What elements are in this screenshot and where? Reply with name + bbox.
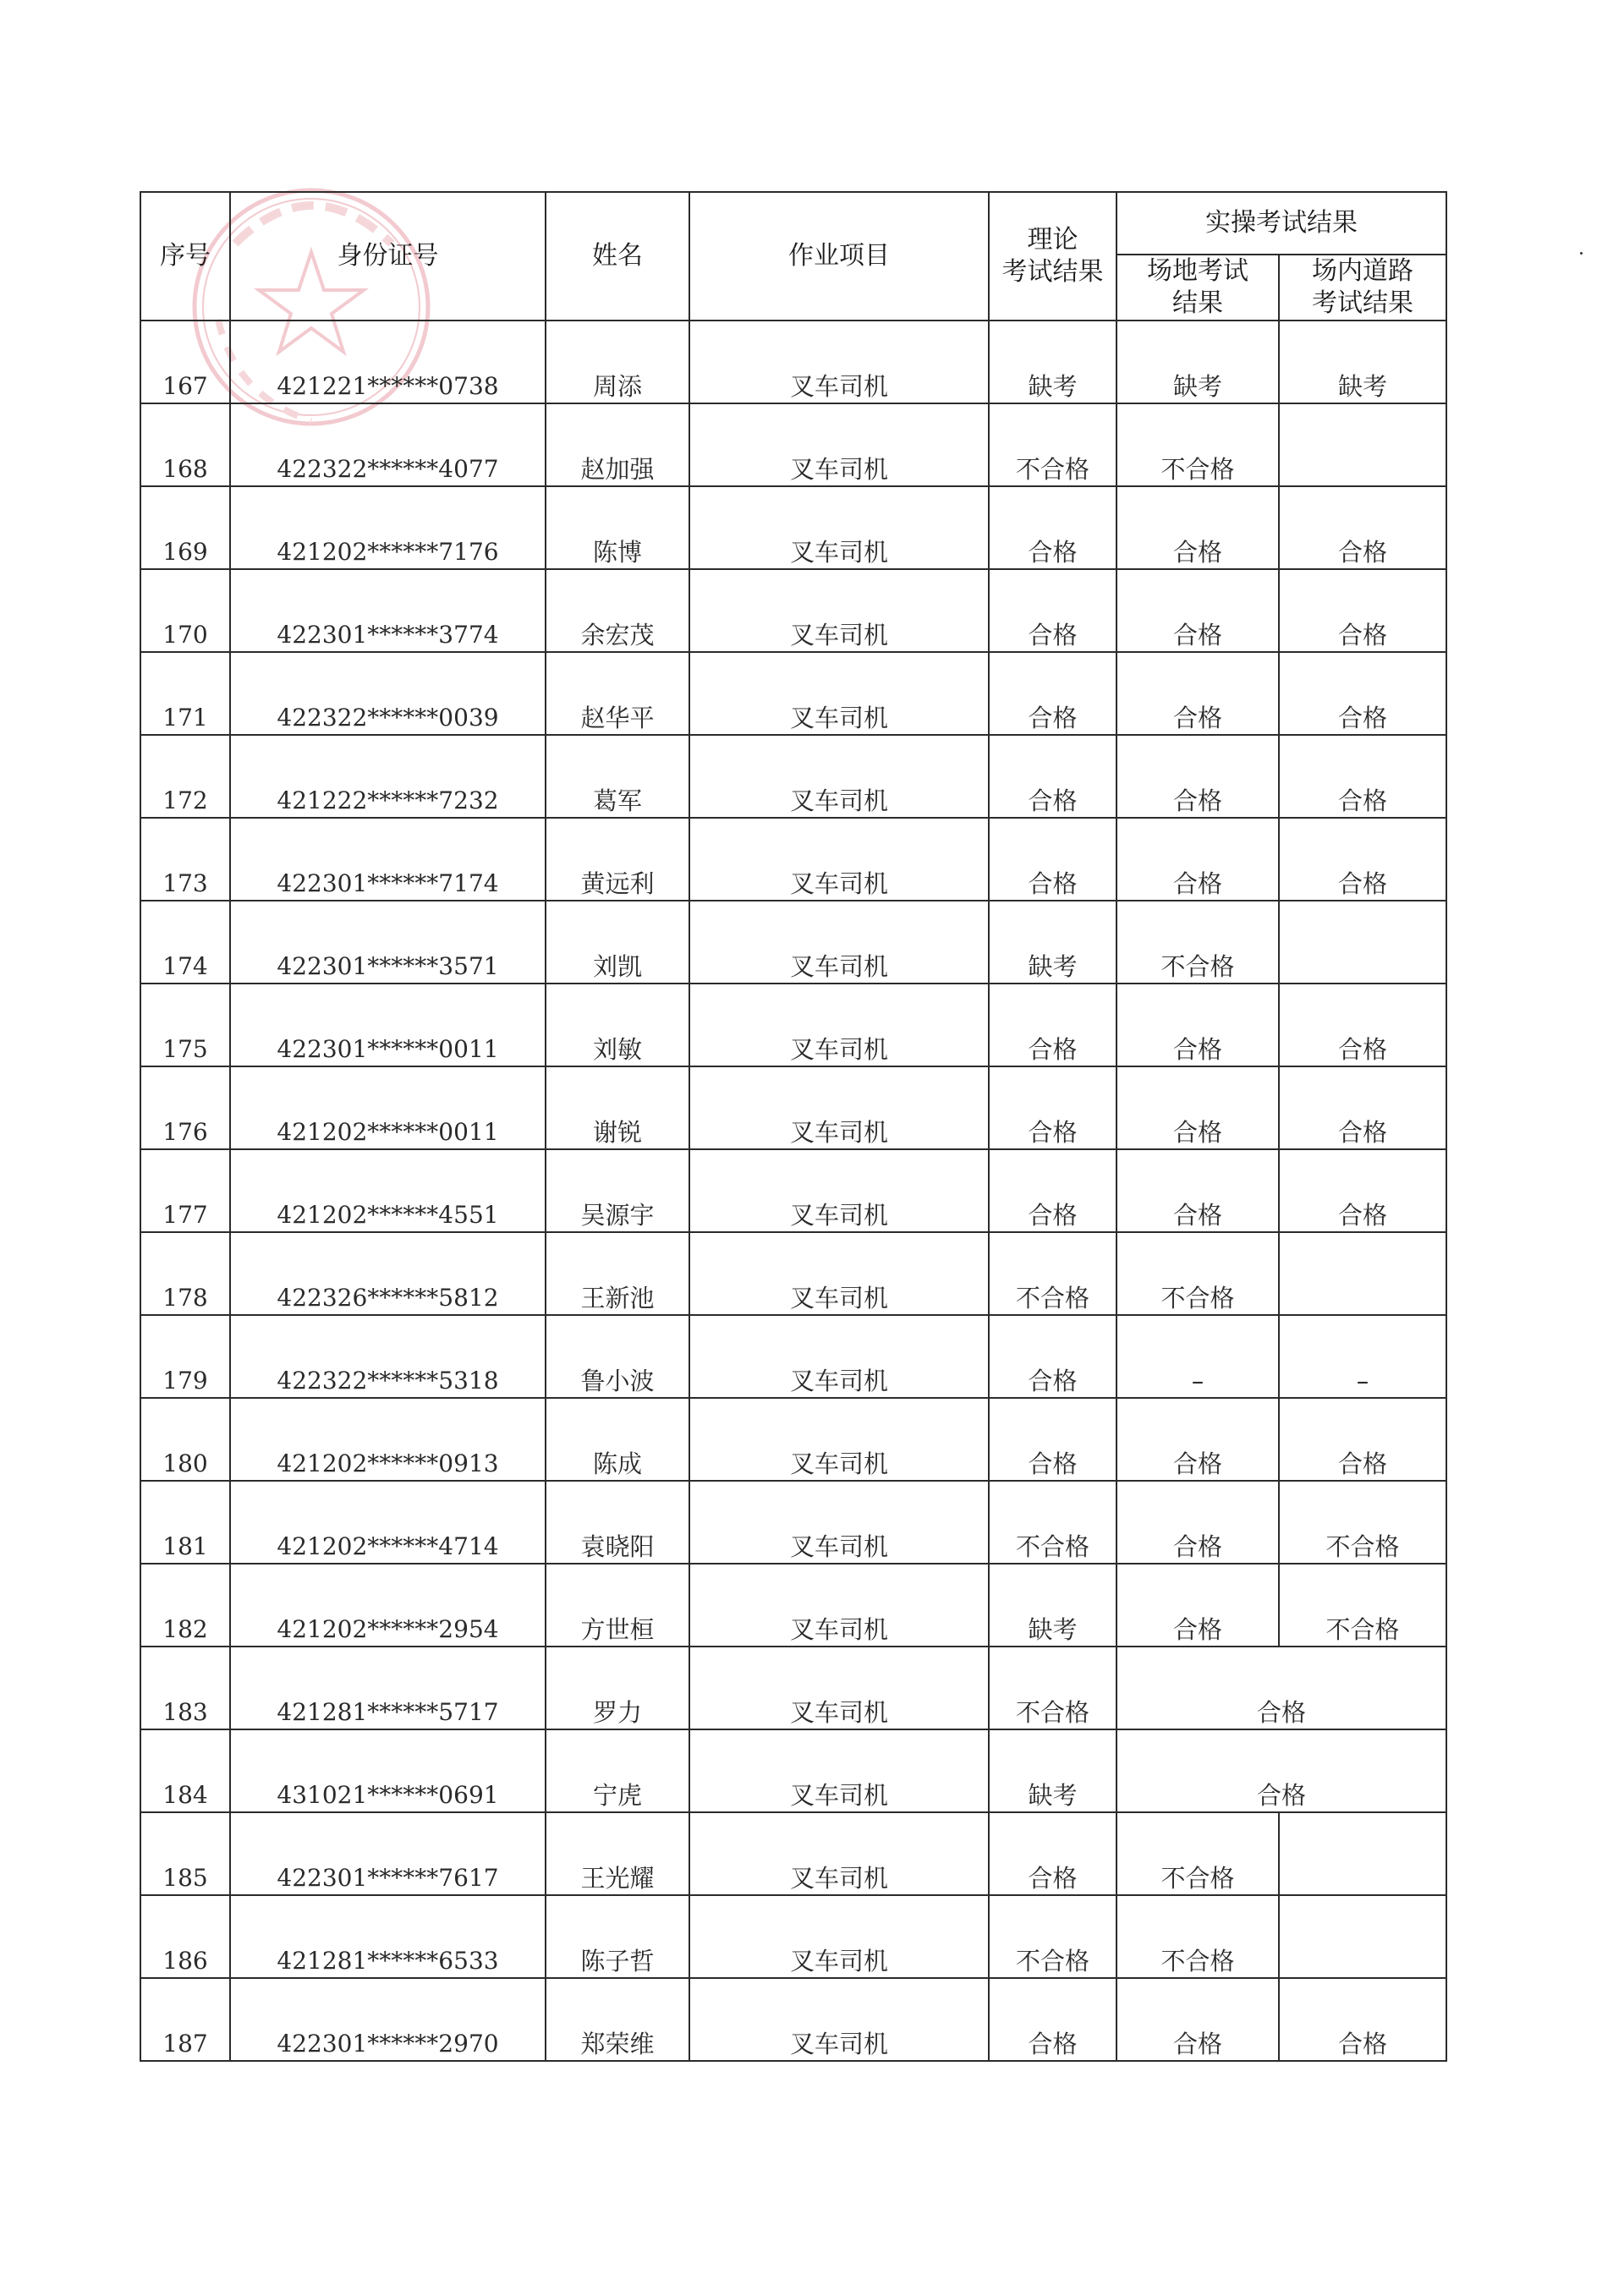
row-site-cell: 不合格 xyxy=(1116,403,1279,486)
row-job-cell: 叉车司机 xyxy=(689,1895,989,1978)
row-job-cell: 叉车司机 xyxy=(689,1066,989,1149)
row-job-cell: 叉车司机 xyxy=(689,818,989,901)
row-name-cell: 黄远利 xyxy=(546,818,689,901)
table-row xyxy=(140,1481,1446,1564)
row-site-cell: 合格 xyxy=(1116,1066,1279,1149)
header-road-exam: 场内道路 考试结果 xyxy=(1279,255,1446,321)
row-seq-cell: 174 xyxy=(140,901,230,984)
row-theory-cell: 不合格 xyxy=(989,1895,1116,1978)
row-name-cell: 方世桓 xyxy=(546,1564,689,1647)
row-seq-cell: 181 xyxy=(140,1481,230,1564)
row-name-cell: 刘凯 xyxy=(546,901,689,984)
row-theory-cell: 缺考 xyxy=(989,321,1116,403)
row-road-cell: 合格 xyxy=(1279,486,1446,569)
row-seq-cell: 173 xyxy=(140,818,230,901)
table-row xyxy=(140,1812,1446,1895)
table-row xyxy=(140,1895,1446,1978)
row-seq-cell: 183 xyxy=(140,1647,230,1729)
table-row xyxy=(140,652,1446,735)
row-site-cell: 缺考 xyxy=(1116,321,1279,403)
row-name-cell: 鲁小波 xyxy=(546,1315,689,1398)
table-row xyxy=(140,569,1446,652)
row-road-cell: 不合格 xyxy=(1279,1564,1446,1647)
row-job-cell: 叉车司机 xyxy=(689,403,989,486)
row-seq-cell: 169 xyxy=(140,486,230,569)
row-id-cell: 421202******7176 xyxy=(230,486,546,569)
table-row xyxy=(140,486,1446,569)
row-site-cell: 不合格 xyxy=(1116,901,1279,984)
row-site-cell: 合格 xyxy=(1116,1481,1279,1564)
row-name-cell: 宁虎 xyxy=(546,1729,689,1812)
row-road-cell xyxy=(1279,901,1446,984)
table-row xyxy=(140,1232,1446,1315)
row-name-cell: 吴源宇 xyxy=(546,1149,689,1232)
row-road-cell: – xyxy=(1279,1315,1446,1398)
table-row xyxy=(140,984,1446,1066)
row-job-cell: 叉车司机 xyxy=(689,1398,989,1481)
row-theory-cell: 合格 xyxy=(989,984,1116,1066)
row-seq-cell: 178 xyxy=(140,1232,230,1315)
row-name-cell: 陈子哲 xyxy=(546,1895,689,1978)
row-theory-cell: 合格 xyxy=(989,1315,1116,1398)
row-name-cell: 赵华平 xyxy=(546,652,689,735)
row-seq-cell: 170 xyxy=(140,569,230,652)
row-seq-cell: 167 xyxy=(140,321,230,403)
row-practical-merged-cell: 合格 xyxy=(1116,1647,1446,1729)
row-job-cell: 叉车司机 xyxy=(689,1978,989,2061)
row-name-cell: 陈博 xyxy=(546,486,689,569)
row-id-cell: 422301******7617 xyxy=(230,1812,546,1895)
table-row xyxy=(140,1149,1446,1232)
row-road-cell xyxy=(1279,1812,1446,1895)
row-name-cell: 葛军 xyxy=(546,735,689,818)
row-job-cell: 叉车司机 xyxy=(689,735,989,818)
row-site-cell: 合格 xyxy=(1116,1564,1279,1647)
header-theory-result: 理论 考试结果 xyxy=(989,192,1116,321)
header-site-exam: 场地考试 结果 xyxy=(1116,255,1279,321)
row-name-cell: 赵加强 xyxy=(546,403,689,486)
table-row xyxy=(140,901,1446,984)
row-road-cell: 合格 xyxy=(1279,735,1446,818)
row-site-cell: – xyxy=(1116,1315,1279,1398)
row-id-cell: 421281******5717 xyxy=(230,1647,546,1729)
row-seq-cell: 172 xyxy=(140,735,230,818)
row-job-cell: 叉车司机 xyxy=(689,1812,989,1895)
row-name-cell: 余宏茂 xyxy=(546,569,689,652)
row-site-cell: 不合格 xyxy=(1116,1895,1279,1978)
row-job-cell: 叉车司机 xyxy=(689,486,989,569)
row-seq-cell: 186 xyxy=(140,1895,230,1978)
row-job-cell: 叉车司机 xyxy=(689,1149,989,1232)
row-job-cell: 叉车司机 xyxy=(689,569,989,652)
table-row xyxy=(140,1978,1446,2061)
row-id-cell: 422322******4077 xyxy=(230,403,546,486)
row-road-cell: 合格 xyxy=(1279,1149,1446,1232)
row-road-cell: 合格 xyxy=(1279,569,1446,652)
row-name-cell: 陈成 xyxy=(546,1398,689,1481)
row-id-cell: 421202******0913 xyxy=(230,1398,546,1481)
row-practical-merged-cell: 合格 xyxy=(1116,1729,1446,1812)
row-theory-cell: 缺考 xyxy=(989,901,1116,984)
row-id-cell: 422301******3571 xyxy=(230,901,546,984)
row-seq-cell: 179 xyxy=(140,1315,230,1398)
row-site-cell: 合格 xyxy=(1116,984,1279,1066)
row-name-cell: 刘敏 xyxy=(546,984,689,1066)
table-row xyxy=(140,403,1446,486)
row-job-cell: 叉车司机 xyxy=(689,1729,989,1812)
row-theory-cell: 合格 xyxy=(989,1812,1116,1895)
row-theory-cell: 合格 xyxy=(989,735,1116,818)
table-row xyxy=(140,1315,1446,1398)
header-id-number: 身份证号 xyxy=(230,192,546,321)
row-seq-cell: 175 xyxy=(140,984,230,1066)
row-theory-cell: 不合格 xyxy=(989,1647,1116,1729)
row-site-cell: 合格 xyxy=(1116,652,1279,735)
row-road-cell: 合格 xyxy=(1279,1066,1446,1149)
row-job-cell: 叉车司机 xyxy=(689,901,989,984)
row-job-cell: 叉车司机 xyxy=(689,984,989,1066)
row-road-cell xyxy=(1279,1895,1446,1978)
row-name-cell: 袁晓阳 xyxy=(546,1481,689,1564)
row-id-cell: 421202******0011 xyxy=(230,1066,546,1149)
table-row xyxy=(140,1647,1446,1729)
row-theory-cell: 不合格 xyxy=(989,403,1116,486)
row-seq-cell: 168 xyxy=(140,403,230,486)
row-theory-cell: 不合格 xyxy=(989,1481,1116,1564)
row-job-cell: 叉车司机 xyxy=(689,1232,989,1315)
row-name-cell: 王新池 xyxy=(546,1232,689,1315)
row-id-cell: 422326******5812 xyxy=(230,1232,546,1315)
row-job-cell: 叉车司机 xyxy=(689,1315,989,1398)
row-road-cell xyxy=(1279,1232,1446,1315)
header-seq: 序号 xyxy=(140,192,230,321)
row-name-cell: 谢锐 xyxy=(546,1066,689,1149)
row-site-cell: 合格 xyxy=(1116,569,1279,652)
table-row xyxy=(140,1066,1446,1149)
row-seq-cell: 187 xyxy=(140,1978,230,2061)
row-job-cell: 叉车司机 xyxy=(689,652,989,735)
row-seq-cell: 171 xyxy=(140,652,230,735)
row-road-cell xyxy=(1279,403,1446,486)
table-row xyxy=(140,321,1446,403)
row-seq-cell: 184 xyxy=(140,1729,230,1812)
row-seq-cell: 182 xyxy=(140,1564,230,1647)
row-name-cell: 周添 xyxy=(546,321,689,403)
row-theory-cell: 合格 xyxy=(989,1066,1116,1149)
row-id-cell: 422301******2970 xyxy=(230,1978,546,2061)
row-theory-cell: 缺考 xyxy=(989,1729,1116,1812)
row-id-cell: 422322******5318 xyxy=(230,1315,546,1398)
row-theory-cell: 不合格 xyxy=(989,1232,1116,1315)
row-road-cell: 缺考 xyxy=(1279,321,1446,403)
row-name-cell: 郑荣维 xyxy=(546,1978,689,2061)
row-seq-cell: 176 xyxy=(140,1066,230,1149)
row-site-cell: 合格 xyxy=(1116,1978,1279,2061)
row-road-cell: 合格 xyxy=(1279,984,1446,1066)
header-job-item: 作业项目 xyxy=(689,192,989,321)
row-id-cell: 421222******7232 xyxy=(230,735,546,818)
row-id-cell: 422301******7174 xyxy=(230,818,546,901)
row-name-cell: 罗力 xyxy=(546,1647,689,1729)
row-theory-cell: 合格 xyxy=(989,1149,1116,1232)
row-theory-cell: 合格 xyxy=(989,569,1116,652)
table-row xyxy=(140,818,1446,901)
row-id-cell: 422301******0011 xyxy=(230,984,546,1066)
row-id-cell: 421221******0738 xyxy=(230,321,546,403)
row-job-cell: 叉车司机 xyxy=(689,1564,989,1647)
row-job-cell: 叉车司机 xyxy=(689,1647,989,1729)
row-theory-cell: 合格 xyxy=(989,1978,1116,2061)
row-id-cell: 422301******3774 xyxy=(230,569,546,652)
page-mark-dot xyxy=(1580,252,1583,255)
row-road-cell: 合格 xyxy=(1279,1398,1446,1481)
row-road-cell: 合格 xyxy=(1279,818,1446,901)
table-row xyxy=(140,735,1446,818)
row-theory-cell: 合格 xyxy=(989,486,1116,569)
row-seq-cell: 185 xyxy=(140,1812,230,1895)
row-theory-cell: 合格 xyxy=(989,652,1116,735)
row-id-cell: 421202******4714 xyxy=(230,1481,546,1564)
header-practical-result: 实操考试结果 xyxy=(1116,192,1446,255)
row-site-cell: 合格 xyxy=(1116,486,1279,569)
row-site-cell: 合格 xyxy=(1116,1149,1279,1232)
results-table xyxy=(140,191,1447,2062)
row-seq-cell: 177 xyxy=(140,1149,230,1232)
row-road-cell: 不合格 xyxy=(1279,1481,1446,1564)
row-job-cell: 叉车司机 xyxy=(689,1481,989,1564)
row-job-cell: 叉车司机 xyxy=(689,321,989,403)
row-site-cell: 合格 xyxy=(1116,1398,1279,1481)
table-row xyxy=(140,1564,1446,1647)
row-road-cell: 合格 xyxy=(1279,652,1446,735)
header-row-1 xyxy=(140,192,1446,255)
row-seq-cell: 180 xyxy=(140,1398,230,1481)
row-site-cell: 不合格 xyxy=(1116,1812,1279,1895)
row-id-cell: 421202******2954 xyxy=(230,1564,546,1647)
row-theory-cell: 合格 xyxy=(989,818,1116,901)
table-row xyxy=(140,1729,1446,1812)
row-site-cell: 合格 xyxy=(1116,818,1279,901)
header-name: 姓名 xyxy=(546,192,689,321)
row-site-cell: 合格 xyxy=(1116,735,1279,818)
table-row xyxy=(140,1398,1446,1481)
row-id-cell: 422322******0039 xyxy=(230,652,546,735)
row-id-cell: 431021******0691 xyxy=(230,1729,546,1812)
row-site-cell: 不合格 xyxy=(1116,1232,1279,1315)
row-name-cell: 王光耀 xyxy=(546,1812,689,1895)
row-id-cell: 421202******4551 xyxy=(230,1149,546,1232)
row-road-cell: 合格 xyxy=(1279,1978,1446,2061)
results-body xyxy=(140,321,1446,2061)
row-id-cell: 421281******6533 xyxy=(230,1895,546,1978)
row-theory-cell: 缺考 xyxy=(989,1564,1116,1647)
row-theory-cell: 合格 xyxy=(989,1398,1116,1481)
